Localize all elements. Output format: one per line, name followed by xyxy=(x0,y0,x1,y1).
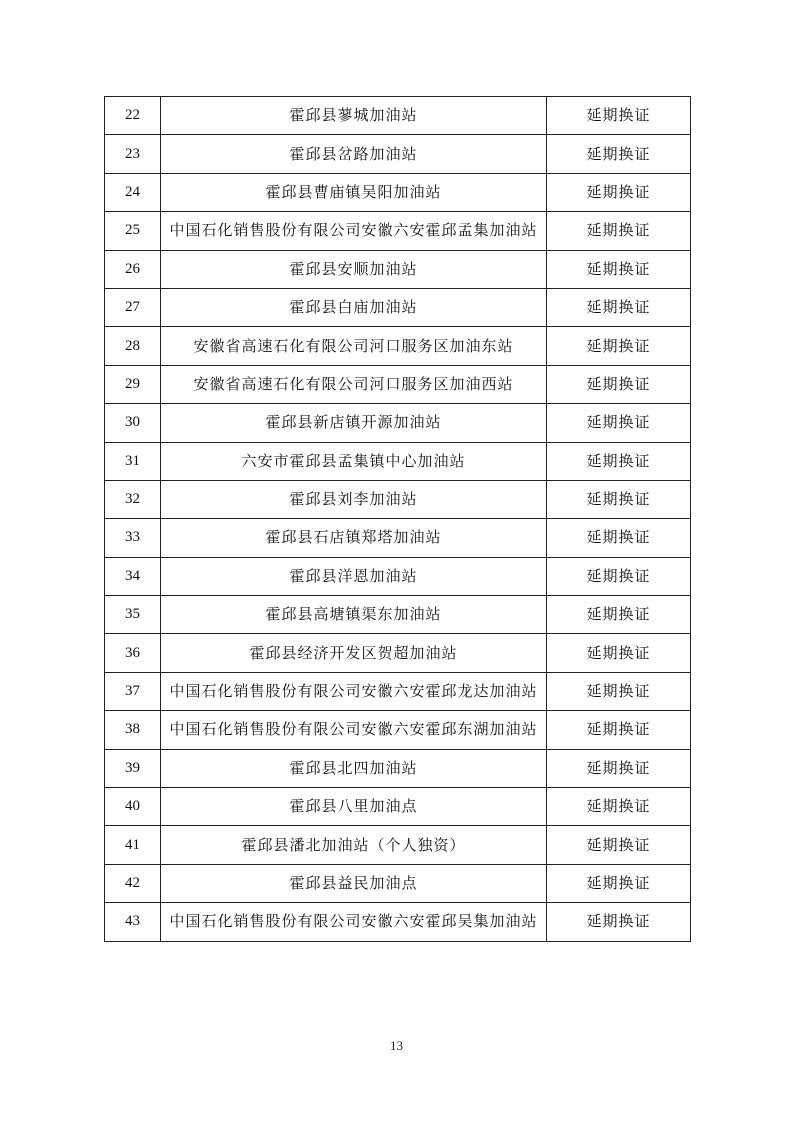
status-cell: 延期换证 xyxy=(547,327,691,365)
row-number: 39 xyxy=(105,749,161,787)
table-row xyxy=(105,173,691,211)
status-cell: 延期换证 xyxy=(547,173,691,211)
row-number: 26 xyxy=(105,250,161,288)
row-number: 32 xyxy=(105,480,161,518)
row-number: 22 xyxy=(105,97,161,135)
table-row xyxy=(105,672,691,710)
table-row xyxy=(105,749,691,787)
station-name: 霍邱县八里加油点 xyxy=(161,788,547,826)
table-row xyxy=(105,250,691,288)
row-number: 23 xyxy=(105,135,161,173)
row-number: 38 xyxy=(105,711,161,749)
table-row xyxy=(105,480,691,518)
row-number: 25 xyxy=(105,212,161,250)
station-name: 霍邱县益民加油点 xyxy=(161,864,547,902)
status-cell: 延期换证 xyxy=(547,864,691,902)
table-row xyxy=(105,442,691,480)
status-cell: 延期换证 xyxy=(547,97,691,135)
station-name: 六安市霍邱县孟集镇中心加油站 xyxy=(161,442,547,480)
table-row xyxy=(105,634,691,672)
row-number: 35 xyxy=(105,596,161,634)
station-name: 霍邱县岔路加油站 xyxy=(161,135,547,173)
station-name: 霍邱县安顺加油站 xyxy=(161,250,547,288)
status-cell: 延期换证 xyxy=(547,903,691,941)
table-row xyxy=(105,596,691,634)
row-number: 42 xyxy=(105,864,161,902)
table-row xyxy=(105,826,691,864)
status-cell: 延期换证 xyxy=(547,749,691,787)
row-number: 29 xyxy=(105,365,161,403)
station-name: 中国石化销售股份有限公司安徽六安霍邱东湖加油站 xyxy=(161,711,547,749)
status-cell: 延期换证 xyxy=(547,404,691,442)
row-number: 40 xyxy=(105,788,161,826)
status-cell: 延期换证 xyxy=(547,480,691,518)
station-name: 霍邱县曹庙镇吴阳加油站 xyxy=(161,173,547,211)
station-name: 安徽省高速石化有限公司河口服务区加油东站 xyxy=(161,327,547,365)
station-name: 霍邱县石店镇郑塔加油站 xyxy=(161,519,547,557)
station-name: 中国石化销售股份有限公司安徽六安霍邱龙达加油站 xyxy=(161,672,547,710)
station-name: 安徽省高速石化有限公司河口服务区加油西站 xyxy=(161,365,547,403)
station-name: 霍邱县刘李加油站 xyxy=(161,480,547,518)
table-row xyxy=(105,212,691,250)
status-cell: 延期换证 xyxy=(547,672,691,710)
table-row xyxy=(105,557,691,595)
row-number: 34 xyxy=(105,557,161,595)
status-cell: 延期换证 xyxy=(547,788,691,826)
status-cell: 延期换证 xyxy=(547,135,691,173)
row-number: 41 xyxy=(105,826,161,864)
table-row xyxy=(105,903,691,941)
table-row xyxy=(105,711,691,749)
station-name: 霍邱县洋恩加油站 xyxy=(161,557,547,595)
status-cell: 延期换证 xyxy=(547,557,691,595)
page-number: 13 xyxy=(390,1038,403,1053)
row-number: 36 xyxy=(105,634,161,672)
station-name: 霍邱县潘北加油站（个人独资） xyxy=(161,826,547,864)
status-cell: 延期换证 xyxy=(547,596,691,634)
status-cell: 延期换证 xyxy=(547,365,691,403)
station-name: 霍邱县经济开发区贺超加油站 xyxy=(161,634,547,672)
status-cell: 延期换证 xyxy=(547,519,691,557)
status-cell: 延期换证 xyxy=(547,634,691,672)
table-row xyxy=(105,327,691,365)
table-row xyxy=(105,135,691,173)
station-name: 中国石化销售股份有限公司安徽六安霍邱孟集加油站 xyxy=(161,212,547,250)
row-number: 24 xyxy=(105,173,161,211)
station-name: 霍邱县北四加油站 xyxy=(161,749,547,787)
table-row xyxy=(105,288,691,326)
row-number: 27 xyxy=(105,288,161,326)
station-name: 中国石化销售股份有限公司安徽六安霍邱吴集加油站 xyxy=(161,903,547,941)
station-table xyxy=(104,96,691,942)
status-cell: 延期换证 xyxy=(547,288,691,326)
row-number: 31 xyxy=(105,442,161,480)
table-row xyxy=(105,97,691,135)
status-cell: 延期换证 xyxy=(547,442,691,480)
status-cell: 延期换证 xyxy=(547,212,691,250)
row-number: 30 xyxy=(105,404,161,442)
table-row xyxy=(105,788,691,826)
row-number: 28 xyxy=(105,327,161,365)
row-number: 37 xyxy=(105,672,161,710)
table-row xyxy=(105,864,691,902)
status-cell: 延期换证 xyxy=(547,250,691,288)
table-row xyxy=(105,519,691,557)
status-cell: 延期换证 xyxy=(547,826,691,864)
table-row xyxy=(105,365,691,403)
table-row xyxy=(105,404,691,442)
row-number: 33 xyxy=(105,519,161,557)
station-name: 霍邱县白庙加油站 xyxy=(161,288,547,326)
status-cell: 延期换证 xyxy=(547,711,691,749)
station-table-body xyxy=(105,97,691,942)
station-name: 霍邱县蓼城加油站 xyxy=(161,97,547,135)
row-number: 43 xyxy=(105,903,161,941)
station-name: 霍邱县高塘镇渠东加油站 xyxy=(161,596,547,634)
station-name: 霍邱县新店镇开源加油站 xyxy=(161,404,547,442)
